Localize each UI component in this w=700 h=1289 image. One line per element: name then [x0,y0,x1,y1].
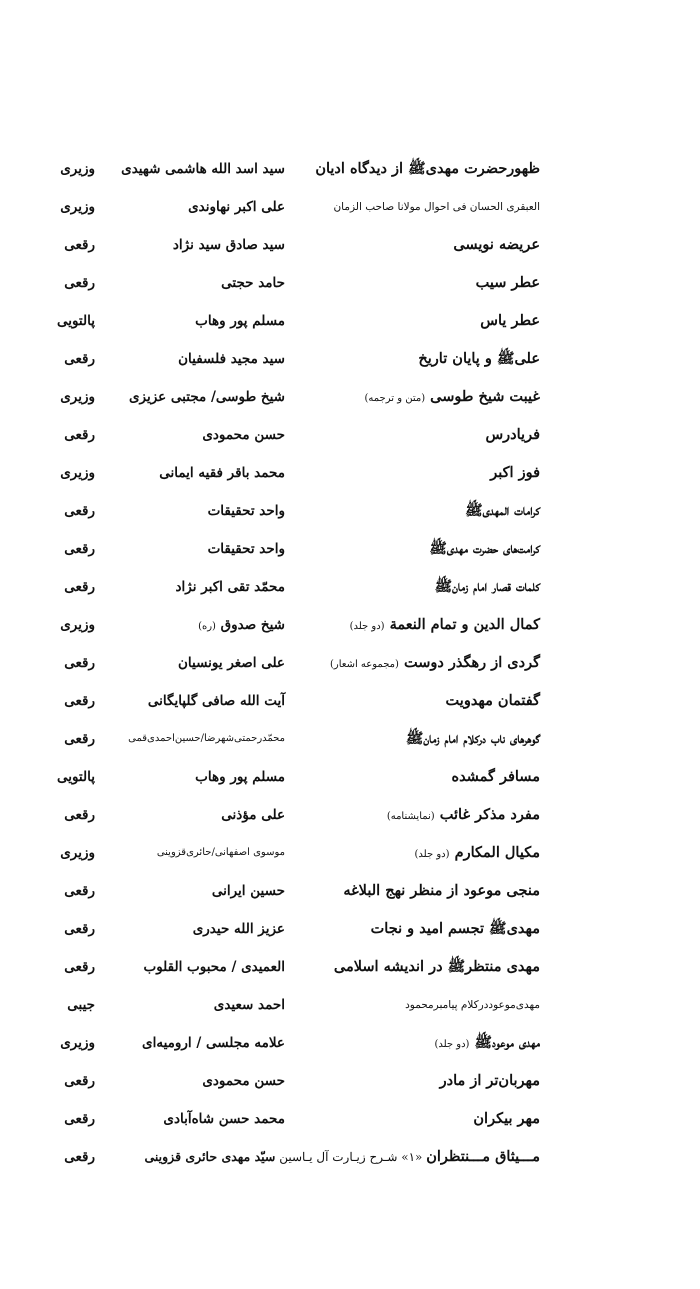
book-author: عزیز الله حیدری [192,921,285,937]
book-format: رقعی [64,237,95,253]
book-title: مهدی موعود‌ﷺ [474,1034,540,1051]
book-format: رقعی [64,1149,95,1165]
book-title-group [280,834,540,874]
book-format: رقعی [64,921,95,937]
book-title: گوهرهای ناب درکلام امام زمان‌ﷺ [405,730,540,747]
book-row [0,644,700,682]
book-row [0,568,700,606]
book-row [0,948,700,986]
book-author: سید مجید فلسفیان [178,351,285,367]
book-format: رقعی [64,1111,95,1127]
book-title: مکیال المکارم [454,844,540,861]
book-author: علی اصغر یونسیان [178,655,285,671]
book-author: شیخ صدوق [220,617,285,633]
book-row [0,264,700,302]
book-title: فریادرس [485,426,540,443]
book-row [0,720,700,758]
book-row [0,302,700,340]
book-author: سید اسد الله هاشمی شهیدی [121,161,285,177]
book-author: آیت الله صافی گلپایگانی [147,693,285,709]
book-row [0,758,700,796]
book-row [0,986,700,1024]
book-row [0,188,700,226]
book-author: محمد باقر فقیه ایمانی [159,465,285,481]
book-author: علامه مجلسی / ارومیه‌ای [142,1035,285,1051]
book-title: مهدی‌ﷺ تجسم امید و نجات [370,920,540,937]
book-format: رقعی [64,579,95,595]
book-title: مهدی منتظر‌ﷺ در اندیشه اسلامی [333,958,540,975]
book-author: حامد حجتی [221,275,285,291]
book-title-group [280,606,540,646]
book-format: وزیری [60,617,95,633]
book-title: مهر بیکران [473,1110,540,1127]
book-row [0,910,700,948]
book-list [0,150,700,1176]
book-format: وزیری [60,465,95,481]
book-author: موسوی اصفهانی/حائری‌قزوینی [156,847,285,858]
book-format: پالتویی [56,313,95,329]
book-row [0,416,700,454]
book-author: واحد تحقیقات [207,541,285,557]
book-format: رقعی [64,503,95,519]
book-title-group [280,796,540,836]
book-format: رقعی [64,883,95,899]
book-title: مـــیثاق مـــنتظران [426,1148,540,1165]
book-format: وزیری [60,845,95,861]
book-format: پالتویی [56,769,95,785]
book-author: احمد سعیدی [213,997,285,1013]
book-author: العمیدی / محبوب القلوب [143,959,285,975]
book-title: کمال الدین و تمام النعمة [389,616,540,633]
book-title: کرامت‌های حضرت مهدی‌ﷺ [429,540,540,557]
book-title: مهدی‌موعوددرکلام پیامبرمحمود [405,999,540,1011]
book-author: علی مؤذنی [221,807,285,823]
book-title: العبقری الحسان فی احوال مولانا صاحب الزمان [333,201,540,213]
book-author: مسلم پور وهاب [195,313,285,329]
book-title: مهربان‌تر از مادر [439,1072,540,1089]
book-row [0,796,700,834]
book-title-note: «۱» شـرح زیـارت آل یـاسین [279,1150,423,1164]
book-title: عطر سیب [475,274,540,291]
book-title: غیبت شیخ طوسی [430,388,540,405]
book-format: رقعی [64,275,95,291]
book-title: عریضه نویسی [453,236,540,253]
book-row [0,530,700,568]
book-author: محمّد تقی اکبر نژاد [175,579,285,595]
book-author: محمّدرحمتی‌شهرضا/حسین‌احمدی‌قمی [128,733,285,744]
book-author: مسلم پور وهاب [195,769,285,785]
book-author: حسن محمودی [202,427,285,443]
book-author: علی اکبر نهاوندی [188,199,285,215]
book-title-note: (متن و ترجمه) [364,393,426,404]
book-row [0,872,700,910]
book-title: مفرد مذکر غائب [439,806,540,823]
book-title-group [144,1138,540,1176]
book-title-note: (مجموعه اشعار) [329,659,399,670]
book-row [0,150,700,188]
book-author: محمد حسن شاه‌آبادی [163,1111,285,1127]
book-title-note: (دو جلد) [349,621,385,632]
book-title-group [280,378,540,418]
book-row [0,682,700,720]
book-author: حسن محمودی [202,1073,285,1089]
book-row [0,606,700,644]
book-author: شیخ طوسی/ مجتبی عزیزی [128,389,285,405]
book-row [0,454,700,492]
book-author: حسین ایرانی [211,883,285,899]
book-author: سید صادق سید نژاد [172,237,285,253]
book-title: کرامات المهدی‌ﷺ [465,502,540,519]
book-format: رقعی [64,731,95,747]
book-row [0,1062,700,1100]
book-format: رقعی [64,427,95,443]
book-title: علی‌ﷺ و پایان تاریخ [418,350,540,367]
book-row [0,1024,700,1062]
book-row [0,378,700,416]
book-title: گفتمان مهدویت [445,692,540,709]
book-title: منجی موعود از منظر نهج البلاغه [343,882,540,899]
book-title: فوز اکبر [490,464,540,481]
book-title: گردی از رهگذر دوست [403,654,540,671]
book-author: سیّد مهدی حائری قزوینی [144,1149,276,1164]
book-format: وزیری [60,1035,95,1051]
book-title: مسافر گمشده [451,768,540,785]
book-row [0,492,700,530]
book-format: رقعی [64,1073,95,1089]
book-title: عطر یاس [480,312,540,329]
book-row [0,1138,700,1176]
book-title-note: (دو جلد) [414,849,450,860]
book-format: وزیری [60,199,95,215]
book-author-group [115,606,285,646]
book-format: وزیری [60,389,95,405]
book-format: وزیری [60,161,95,177]
book-title-group [280,1024,540,1064]
book-format: رقعی [64,541,95,557]
book-title: کلمات قصار امام زمان‌ﷺ [434,578,540,595]
book-row [0,226,700,264]
book-format: جیبی [67,997,95,1013]
book-title: ظهورحضرت مهدی‌ﷺ از دیدگاه ادیان [315,160,540,177]
book-title-group [280,644,540,684]
book-format: رقعی [64,351,95,367]
book-format: رقعی [64,959,95,975]
book-format: رقعی [64,655,95,671]
book-author-note: (ره) [198,621,216,632]
book-row [0,834,700,872]
book-format: رقعی [64,807,95,823]
book-title-note: (دو جلد) [434,1039,470,1050]
book-row [0,340,700,378]
book-author: واحد تحقیقات [207,503,285,519]
book-row [0,1100,700,1138]
book-title-note: (نمایشنامه) [386,811,435,822]
book-format: رقعی [64,693,95,709]
